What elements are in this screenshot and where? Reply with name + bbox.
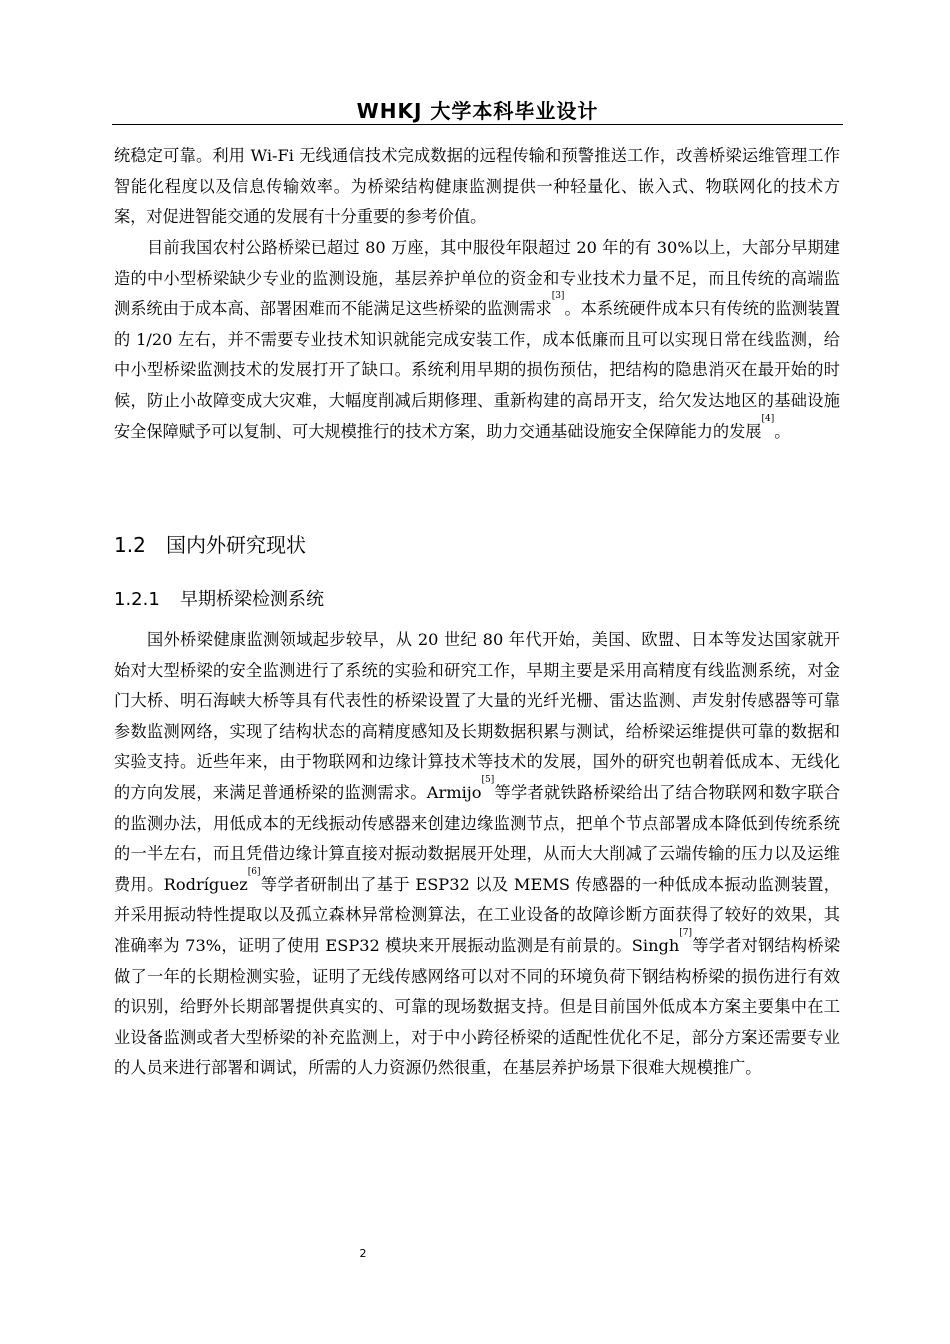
section-title: 国内外研究现状: [166, 533, 306, 557]
citation-ref: [7]: [679, 927, 693, 938]
subsection-title: 早期桥梁检测系统: [180, 589, 324, 610]
paragraph-text: 。本系统硬件成本只有传统的监测装置的 1/20 左右，并不需要专业技术知识就能完成安装工作，成本低廉而且可以实现日常在线监测，给中小型桥梁监测技术的发展打开了缺口。系统利用早期的损伤预估，把结构的隐患消灭在最开始的时候，防止小故障变成大灾难，大幅度削减后期修理、重新构建的高昂开支，给欠发达地区的基础设施安全保障赋予可以复制、可大规模推行的技术方案，助力交通基础设施安全保障能力的发展: [114, 299, 841, 441]
paragraph-rural-bridges: [114, 233, 840, 447]
page-number: 2: [359, 1247, 367, 1260]
paragraph-text: 目前我国农村公路桥梁已超过 80 万座，其中服役年限超过 20 年的有 30%以上，大部分早期建造的中小型桥梁缺少专业的监测设施，基层养护单位的资金和专业技术力量不足，而且传统的高端监测系统由于成本高、部署困难而不能满足这些桥梁的监测需求: [114, 238, 840, 319]
paragraph-text: 统稳定可靠。利用 Wi-Fi 无线通信技术完成数据的远程传输和预警推送工作，改善桥梁运维管理工作智能化程度以及信息传输效率。为桥梁结构健康监测提供一种轻量化、嵌入式、物联网化的技术方案，对促进智能交通的发展有十分重要的参考价值。: [114, 146, 840, 227]
citation-ref: [6]: [247, 866, 261, 877]
citation-ref: [5]: [481, 774, 495, 785]
paragraph-text: 等学者对钢结构桥梁做了一年的长期检测实验，证明了无线传感网络可以对不同的环境负荷下钢结构桥梁的损伤进行有效的识别，给野外长期部署提供真实的、可靠的现场数据支持。但是目前国外低成本方案主要集中在工业设备监测或者大型桥梁的补充监测上，对于中小跨径桥梁的适配性优化不足，部分方案还需要专业的人员来进行部署和调试，所需的人力资源仍然很重，在基层养护场景下很难大规模推广。: [114, 935, 841, 1078]
paragraph-continuation: [114, 141, 840, 233]
citation-ref: [4]: [761, 413, 775, 424]
page-header: [112, 96, 843, 126]
section-heading: [114, 528, 306, 562]
subsection-heading: [114, 584, 324, 616]
header-rule: [112, 124, 843, 125]
subsection-number: 1.2.1: [114, 589, 160, 610]
paragraph-text: 等学者就铁路桥梁给出了结合物联网和数字联合的监测办法，用低成本的无线振动传感器来创建边缘监测节点，把单个节点部署成本降低到传统系统的一半左右，而且凭借边缘计算直接对振动数据展开处理，从而大大削减了云端传输的压力以及运维费用。Rodríguez: [114, 782, 841, 894]
paragraph-foreign-research: [114, 625, 840, 1084]
paragraph-text: 。: [774, 421, 791, 441]
header-title: WHKJ 大学本科毕业设计: [356, 99, 599, 123]
section-number: 1.2: [114, 533, 146, 557]
paragraph-text: 等学者研制出了基于 ESP32 以及 MEMS 传感器的一种低成本振动监测装置，并采用振动特性提取以及孤立森林异常检测算法，在工业设备的故障诊断方面获得了较好的效果，其准确率为 73%，证明了使用 ESP32 模块来开展振动监测是有前景的。Singh: [114, 874, 840, 955]
paragraph-text: 国外桥梁健康监测领域起步较早，从 20 世纪 80 年代开始，美国、欧盟、日本等发达国家就开始对大型桥梁的安全监测进行了系统的实验和研究工作，早期主要是采用高精度有线监测系统，对金门大桥、明石海峡大桥等具有代表性的桥梁设置了大量的光纤光栅、雷达监测、声发射传感器等可靠参数监测网络，实现了结构状态的高精度感知及长期数据积累与测试，给桥梁运维提供可靠的数据和实验支持。近些年来，由于物联网和边缘计算技术等技术的发展，国外的研究也朝着低成本、无线化的方向发展，来满足普通桥梁的监测需求。Armijo: [114, 630, 840, 802]
citation-ref: [3]: [551, 291, 565, 302]
